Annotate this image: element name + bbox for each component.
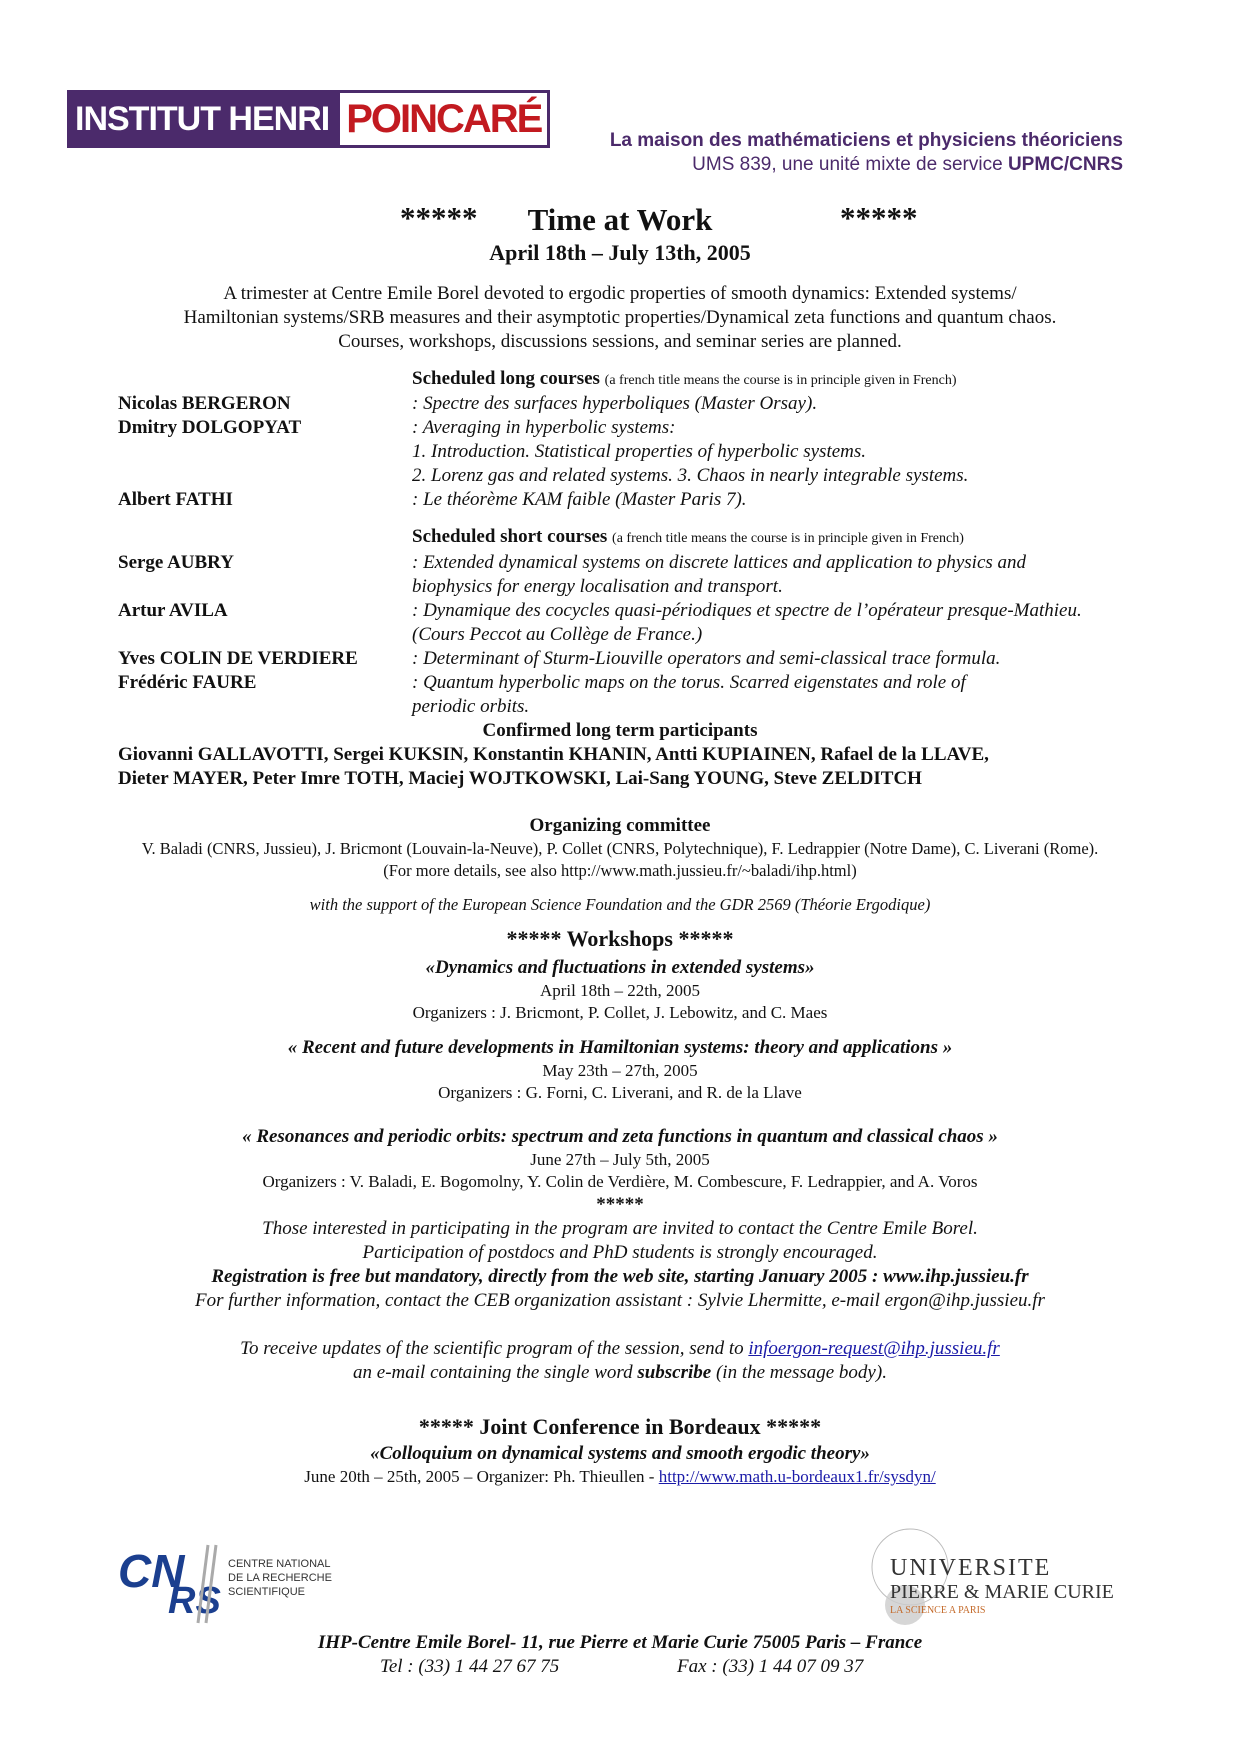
course-title: : Determinant of Sturm-Liouville operators and semi-classical trace formula. bbox=[412, 648, 1001, 669]
title-stars-right: ***** bbox=[840, 200, 918, 235]
workshop-title: « Recent and future developments in Hamiltonian systems: theory and applications » bbox=[287, 1037, 953, 1058]
course-title: : Spectre des surfaces hyperboliques (Master Orsay). bbox=[412, 393, 818, 414]
cnrs-emblem-icon bbox=[118, 1535, 228, 1625]
upmc-line-2: PIERRE & MARIE CURIE bbox=[890, 1581, 1114, 1603]
participants-line-2: Dieter MAYER, Peter Imre TOTH, Maciej WOJTKOWSKI, Lai-Sang YOUNG, Steve ZELDITCH bbox=[118, 768, 922, 789]
participants-heading: Confirmed long term participants bbox=[482, 720, 758, 741]
subscribe-email-link[interactable]: infoergon-request@ihp.jussieu.fr bbox=[748, 1338, 1000, 1359]
speaker-name: Artur AVILA bbox=[118, 600, 228, 621]
page-title: Time at Work bbox=[527, 202, 713, 237]
course-title-cont: biophysics for energy localisation and transport. bbox=[412, 576, 783, 597]
upmc-line-3: LA SCIENCE A PARIS bbox=[890, 1605, 986, 1616]
speaker-name: Serge AUBRY bbox=[118, 552, 234, 573]
subscribe-line: an e-mail containing the single word subscribe (in the message body). bbox=[353, 1362, 887, 1383]
upmc-line-1: UNIVERSITE bbox=[890, 1555, 1052, 1581]
logo-part2: POINCARÉ bbox=[337, 90, 550, 148]
course-title-cont: (Cours Peccot au Collège de France.) bbox=[412, 624, 703, 645]
workshop-organizers: Organizers : G. Forni, C. Liverani, and R. de la Llave bbox=[438, 1083, 802, 1102]
speaker-name: Albert FATHI bbox=[118, 489, 233, 510]
conference-details: June 20th – 25th, 2005 – Organizer: Ph. Thieullen - http://www.math.u-bordeaux1.fr/sysdyn/ bbox=[304, 1467, 936, 1486]
course-title-cont: 2. Lorenz gas and related systems. 3. Chaos in nearly integrable systems. bbox=[412, 465, 969, 486]
ihp-logo bbox=[67, 90, 550, 148]
committee-members: V. Baladi (CNRS, Jussieu), J. Bricmont (Louvain-la-Neuve), P. Collet (CNRS, Polytechnique), F. Ledrappier (Notre Dame), C. Liverani (Rome). bbox=[141, 839, 1099, 858]
logo-part1: INSTITUT HENRI bbox=[67, 90, 337, 148]
speaker-name: Dmitry DOLGOPYAT bbox=[118, 417, 302, 438]
registration-line: Registration is free but mandatory, directly from the web site, starting January 2005 : www.ihp.jussieu.fr bbox=[211, 1266, 1029, 1287]
workshop-dates: May 23th – 27th, 2005 bbox=[542, 1061, 698, 1080]
address: IHP-Centre Emile Borel- 11, rue Pierre et Marie Curie 75005 Paris – France bbox=[317, 1632, 923, 1653]
fax: Fax : (33) 1 44 07 09 37 bbox=[677, 1656, 864, 1677]
info-line-2: Participation of postdocs and PhD students is strongly encouraged. bbox=[362, 1242, 878, 1263]
committee-heading: Organizing committee bbox=[529, 815, 711, 836]
upmc-logo bbox=[870, 1525, 1150, 1625]
short-courses-heading: Scheduled short courses (a french title means the course is in principle given in French) bbox=[412, 526, 964, 547]
intro-line-2: Hamiltonian systems/SRB measures and their asymptotic properties/Dynamical zeta functions and quantum chaos. bbox=[183, 307, 1057, 328]
workshop-dates: April 18th – 22th, 2005 bbox=[539, 981, 701, 1000]
committee-details: (For more details, see also http://www.math.jussieu.fr/~baladi/ihp.html) bbox=[383, 861, 857, 880]
conference-title: «Colloquium on dynamical systems and smooth ergodic theory» bbox=[370, 1443, 870, 1464]
cnrs-line-3: SCIENTIFIQUE bbox=[228, 1586, 306, 1598]
separator-stars: ***** bbox=[596, 1194, 644, 1215]
title-dates: April 18th – July 13th, 2005 bbox=[489, 240, 751, 265]
workshop-title: « Resonances and periodic orbits: spectrum and zeta functions in quantum and classical chaos » bbox=[242, 1126, 998, 1147]
svg-text:RS: RS bbox=[168, 1580, 221, 1622]
support-note: with the support of the European Science Foundation and the GDR 2569 (Théorie Ergodique) bbox=[309, 895, 931, 914]
speaker-name: Frédéric FAURE bbox=[118, 672, 257, 693]
workshops-heading: ***** Workshops ***** bbox=[506, 926, 734, 951]
speaker-name: Nicolas BERGERON bbox=[118, 393, 291, 414]
contact-line: For further information, contact the CEB organization assistant : Sylvie Lhermitte, e-mail ergon@ihp.jussieu.fr bbox=[195, 1290, 1045, 1311]
tagline: La maison des mathématiciens et physiciens théoriciens bbox=[609, 130, 1123, 151]
long-courses-heading: Scheduled long courses (a french title means the course is in principle given in French) bbox=[412, 368, 957, 389]
cnrs-line-1: CENTRE NATIONAL bbox=[228, 1558, 331, 1570]
cnrs-logo bbox=[118, 1535, 358, 1625]
workshop-organizers: Organizers : V. Baladi, E. Bogomolny, Y. Colin de Verdière, M. Combescure, F. Ledrappier, and A. Voros bbox=[262, 1172, 978, 1191]
intro-line-1: A trimester at Centre Emile Borel devoted to ergodic properties of smooth dynamics: Extended systems/ bbox=[223, 283, 1017, 304]
svg-text:CN: CN bbox=[118, 1545, 185, 1597]
workshop-title: «Dynamics and fluctuations in extended systems» bbox=[425, 957, 815, 978]
info-line-1: Those interested in participating in the program are invited to contact the Centre Emile Borel. bbox=[262, 1218, 978, 1239]
workshop-organizers: Organizers : J. Bricmont, P. Collet, J. Lebowitz, and C. Maes bbox=[412, 1003, 828, 1022]
conference-heading: ***** Joint Conference in Bordeaux ***** bbox=[418, 1414, 822, 1439]
cnrs-line-2: DE LA RECHERCHE bbox=[228, 1572, 332, 1584]
course-title: : Quantum hyperbolic maps on the torus. Scarred eigenstates and role of bbox=[412, 672, 966, 693]
course-title: : Dynamique des cocycles quasi-périodiques et spectre de l’opérateur presque-Mathieu. bbox=[412, 600, 1082, 621]
course-title: : Extended dynamical systems on discrete lattices and application to physics and bbox=[412, 552, 1027, 573]
telephone: Tel : (33) 1 44 27 67 75 bbox=[380, 1656, 560, 1677]
speaker-name: Yves COLIN DE VERDIERE bbox=[118, 648, 358, 669]
course-title: : Averaging in hyperbolic systems: bbox=[412, 417, 676, 438]
unit-line: UMS 839, une unité mixte de service UPMC/CNRS bbox=[692, 154, 1123, 175]
workshop-dates: June 27th – July 5th, 2005 bbox=[530, 1150, 710, 1169]
conference-link[interactable]: http://www.math.u-bordeaux1.fr/sysdyn/ bbox=[658, 1467, 936, 1486]
participants-line-1: Giovanni GALLAVOTTI, Sergei KUKSIN, Konstantin KHANIN, Antti KUPIAINEN, Rafael de la LLAVE, bbox=[118, 744, 989, 765]
title-stars-left: ***** bbox=[400, 200, 478, 235]
course-title-cont: 1. Introduction. Statistical properties of hyperbolic systems. bbox=[412, 441, 867, 462]
course-title: : Le théorème KAM faible (Master Paris 7). bbox=[412, 489, 747, 510]
updates-line: To receive updates of the scientific program of the session, send to infoergon-request@ihp.jussieu.fr bbox=[240, 1338, 1000, 1359]
course-title-cont: periodic orbits. bbox=[412, 696, 530, 717]
intro-line-3: Courses, workshops, discussions sessions, and seminar series are planned. bbox=[338, 331, 902, 352]
